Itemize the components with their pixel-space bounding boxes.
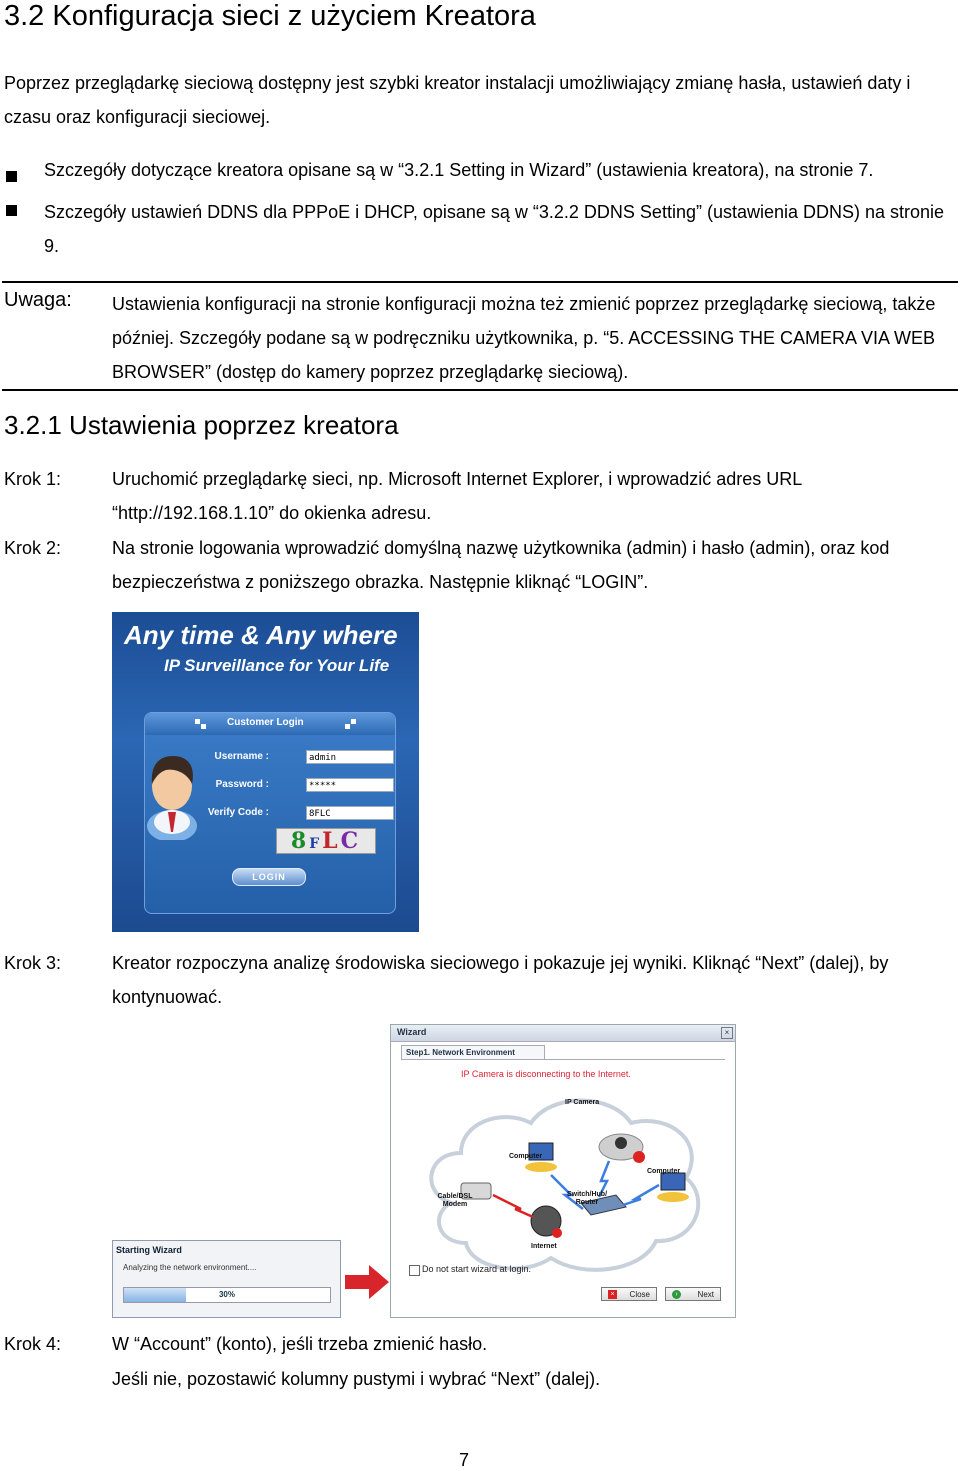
step-label: Krok 3: (4, 953, 62, 973)
page-number: 7 (459, 1450, 470, 1470)
computer-right-icon (661, 1173, 685, 1190)
next-button-label: Next (697, 1290, 714, 1299)
wizard-titlebar (391, 1025, 735, 1042)
intro-paragraph: Poprzez przeglądarkę sieciową dostępny jest szybki kreator instalacji umożliwiający zmianę hasła, ustawień daty i czasu oraz konfiguracji sieciowej. (4, 73, 911, 127)
step-label: Krok 2: (4, 538, 62, 558)
password-field[interactable]: ***** (306, 778, 394, 792)
step-text: Uruchomić przeglądarkę sieci, np. Microsoft Internet Explorer, i wprowadzić adres URL “http://192.168.1.10” do okienka adresu. (112, 469, 802, 523)
modem-label: Cable/DSL Modem (437, 1193, 473, 1208)
bullet-item: Szczegóły ustawień DDNS dla PPPoE i DHCP, opisane są w “3.2.2 DDNS Setting” (ustawienia DDNS) na stronie 9. (44, 202, 945, 256)
wizard-window (390, 1024, 736, 1318)
panel-dot-icon (345, 724, 350, 729)
bullet-square-icon (6, 171, 17, 182)
panel-dot-icon (195, 719, 200, 724)
no-wizard-checkbox[interactable] (409, 1265, 420, 1276)
close-icon[interactable]: × (721, 1027, 733, 1039)
panel-dot-icon (201, 724, 206, 729)
tab-divider (401, 1059, 725, 1060)
network-status-text: IP Camera is disconnecting to the Internet. (461, 1069, 631, 1079)
starting-wizard-title: Starting Wizard (116, 1245, 182, 1255)
wizard-title: Wizard (397, 1027, 427, 1037)
internet-label: Internet (531, 1243, 557, 1250)
login-slogan: Any time & Any where (124, 620, 398, 650)
close-button-label: Close (629, 1290, 650, 1299)
error-x-icon (633, 1151, 645, 1163)
login-panel-title: Customer Login (227, 717, 304, 728)
note-bottom-rule (2, 389, 958, 391)
step-label: Krok 4: (4, 1334, 62, 1354)
verify-code-label: Verify Code : (207, 807, 269, 818)
close-button[interactable] (601, 1287, 657, 1301)
login-screenshot (112, 612, 419, 932)
step-text: Na stronie logowania wprowadzić domyślną nazwę użytkownika (admin) i hasło (admin), oraz kod bezpieczeństwa z poniższego obrazka. Następnie kliknąć “LOGIN”. (112, 538, 890, 592)
login-subslogan: IP Surveillance for Your Life (164, 656, 390, 675)
computer-right-label: Computer (647, 1168, 681, 1175)
subsection-title: 3.2.1 Ustawienia poprzez kreatora (4, 410, 399, 440)
arrow-right-icon (345, 1265, 389, 1299)
starting-wizard-message: Analyzing the network environment.... (123, 1263, 257, 1272)
verify-code-field[interactable]: 8FLC (306, 806, 394, 820)
section-title: 3.2 Konfiguracja sieci z użyciem Kreatora (4, 0, 536, 32)
tab-network-environment[interactable]: Step1. Network Environment (401, 1045, 545, 1059)
username-field[interactable]: admin (306, 750, 394, 764)
captcha-image: 8FLC (276, 828, 376, 854)
note-text: Ustawienia konfiguracji na stronie konfiguracji można też zmienić poprzez przeglądarkę sieciową, także później. Szczegóły podane są w podręczniku użytkownika, p. “5. ACCESSING THE CAMERA VIA WEB BROWSER” (dostęp do kamery poprzez przeglądarkę sieciową). (112, 294, 936, 382)
note-top-rule (2, 281, 958, 283)
step-text: W “Account” (konto), jeśli trzeba zmienić hasło. (112, 1334, 488, 1354)
user-avatar-icon (146, 750, 198, 840)
progress-bar (123, 1287, 331, 1303)
network-diagram (421, 1083, 711, 1279)
close-x-icon: × (608, 1290, 617, 1299)
starting-wizard-dialog (112, 1240, 341, 1318)
switch-label: Switch/Hub/ Router (566, 1191, 608, 1206)
step-text: Kreator rozpoczyna analizę środowiska sieciowego i pokazuje jej wyniki. Kliknąć “Next” (dalej), by kontynuować. (112, 953, 889, 1007)
next-button[interactable] (665, 1287, 721, 1301)
bullet-item: Szczegóły dotyczące kreatora opisane są w “3.2.1 Setting in Wizard” (ustawienia kreatora), na stronie 7. (44, 160, 874, 180)
username-label: Username : (214, 751, 269, 762)
computer-left-label: Computer (509, 1153, 543, 1160)
password-label: Password : (215, 779, 269, 790)
note-label: Uwaga: (4, 289, 72, 311)
next-arrow-icon: › (672, 1290, 681, 1299)
login-panel-header (145, 713, 395, 735)
no-wizard-checkbox-label: Do not start wizard at login. (422, 1264, 532, 1274)
panel-dot-icon (351, 719, 356, 724)
login-button[interactable]: LOGIN (232, 868, 306, 886)
step-label: Krok 1: (4, 469, 62, 489)
ip-camera-label: IP Camera (565, 1099, 600, 1106)
step-text-continued: Jeśli nie, pozostawić kolumny pustymi i wybrać “Next” (dalej). (112, 1369, 601, 1389)
progress-label: 30% (218, 1290, 235, 1299)
